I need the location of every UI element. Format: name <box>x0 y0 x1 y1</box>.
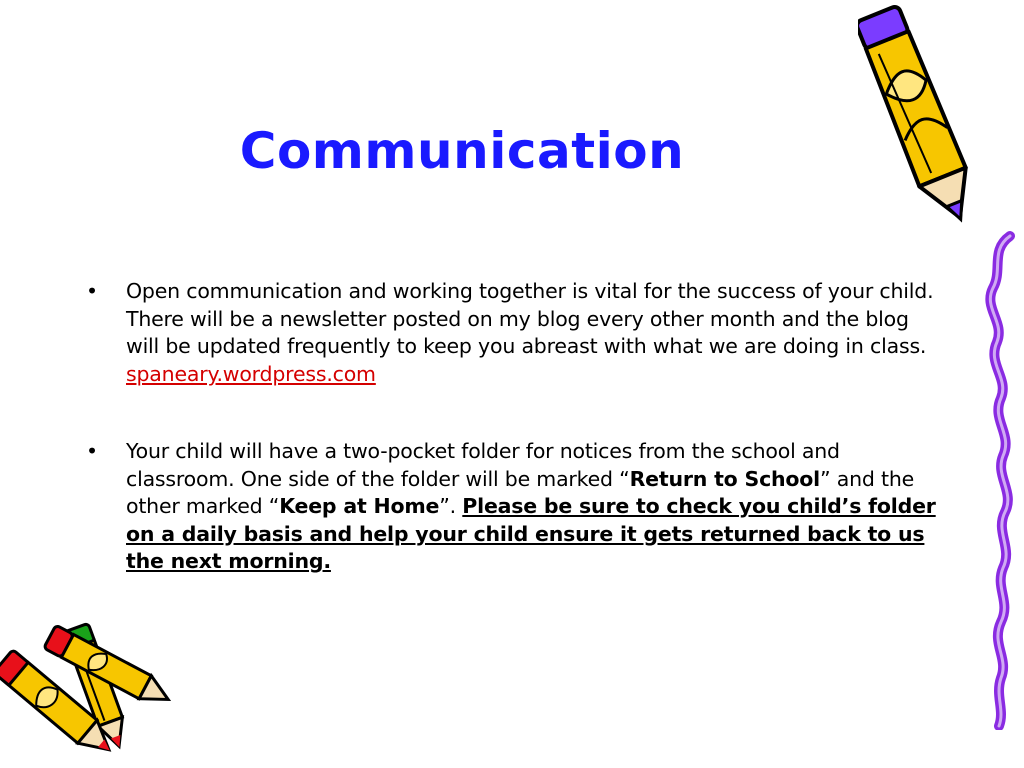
squiggle-line-icon <box>965 230 1024 730</box>
bullet-item-folder <box>86 438 936 576</box>
blog-link[interactable]: spaneary.wordpress.com <box>126 361 376 386</box>
pencil-icon <box>858 4 1008 244</box>
keep-at-home-label: Keep at Home <box>279 494 440 518</box>
bullet-list <box>86 278 936 576</box>
bullet-text: Your child will have a two-pocket folder for notices from the school and classroom. One side of the folder will be marked “ <box>126 439 840 491</box>
bullet-text: ”. <box>439 494 463 518</box>
crossed-pencils-icon <box>0 615 210 765</box>
bullet-marker: • <box>86 439 98 463</box>
emphasis-note: Please be sure to check you child’s folder on a daily basis and help your child ensure it gets returned back to us the next morning. <box>126 494 936 573</box>
slide-title: Communication <box>239 122 685 180</box>
bullet-text: ” and the other marked “ <box>126 466 915 518</box>
bullet-item-communication <box>86 278 936 388</box>
bullet-text: Open communication and working together is vital for the success of your child. There will be a newsletter posted on my blog every other month and the blog will be updated frequently to keep you abreast with what we are doing in class. <box>126 279 934 358</box>
bullet-marker: • <box>86 279 98 303</box>
return-to-school-label: Return to School <box>629 466 821 491</box>
